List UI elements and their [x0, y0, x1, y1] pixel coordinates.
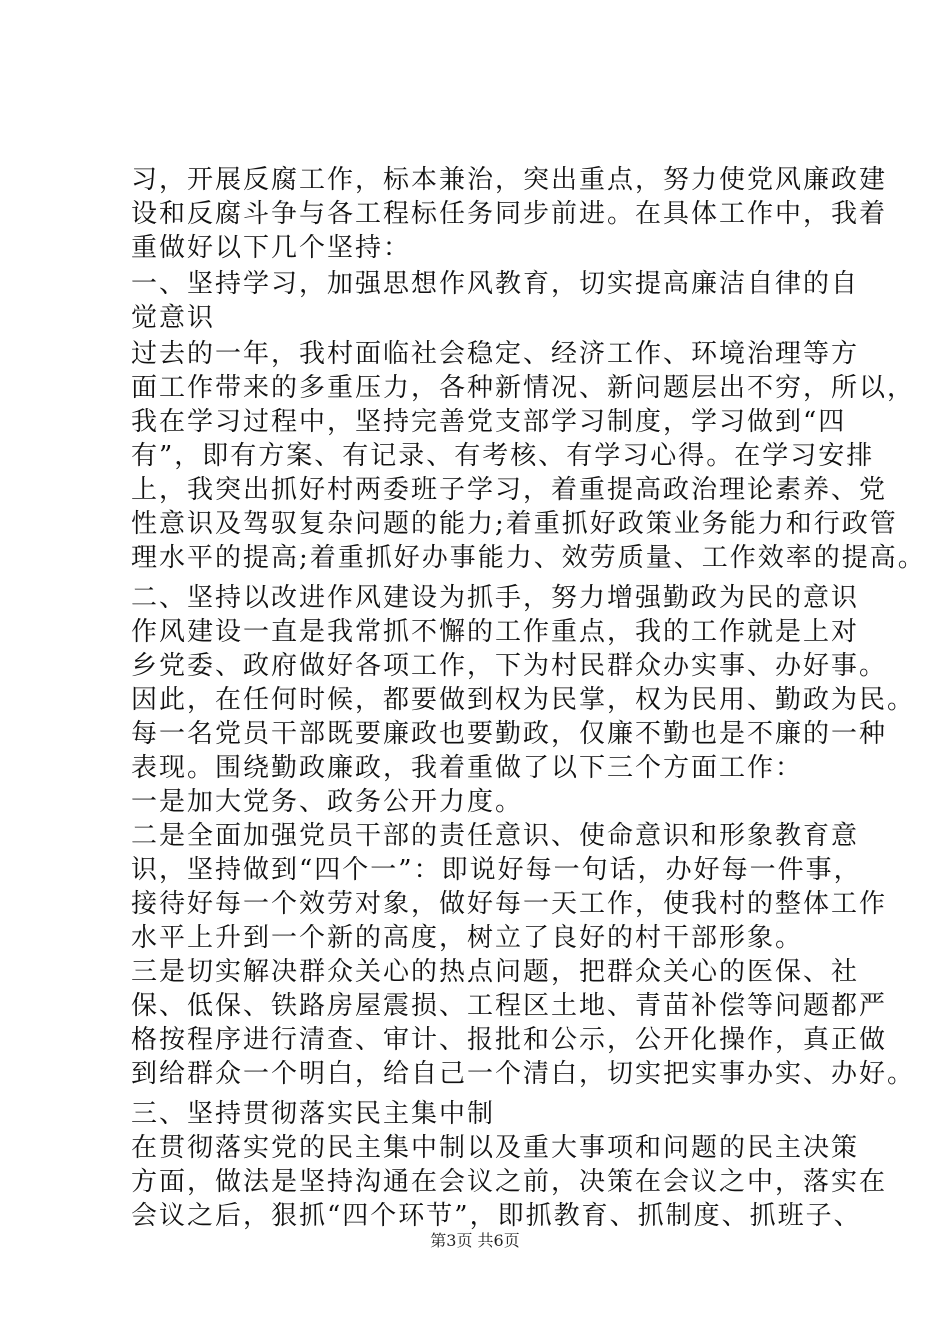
text-line: 三、坚持贯彻落实民主集中制: [131, 1099, 496, 1129]
text-line: 水平上升到一个新的高度，树立了良好的村干部形象。: [131, 923, 804, 953]
text-line: 方面，做法是坚持沟通在会议之前，决策在会议之中，落实在: [131, 1167, 888, 1197]
text-line: 上，我突出抓好村两委班子学习，着重提高政治理论素养、党: [131, 475, 888, 505]
text-line: 接待好每一个效劳对象，做好每一天工作，使我村的整体工作: [131, 889, 888, 919]
text-line: 二、坚持以改进作风建设为抓手，努力增强勤政为民的意识: [131, 583, 860, 613]
text-line: 性意识及驾驭复杂问题的能力;着重抓好政策业务能力和行政管: [131, 509, 898, 539]
text-line: 一是加大党务、政务公开力度。: [131, 787, 524, 817]
text-line: 格按程序进行清查、审计、报批和公示，公开化操作，真正做: [131, 1025, 888, 1055]
page-footer: 第3页 共6页: [430, 1231, 520, 1250]
text-line: 理水平的提高;着重抓好办事能力、效劳质量、工作效率的提高。: [131, 543, 926, 573]
text-line: 表现。围绕勤政廉政，我着重做了以下三个方面工作：: [131, 753, 804, 783]
text-line: 有”，即有方案、有记录、有考核、有学习心得。在学习安排: [131, 441, 875, 471]
text-line: 我在学习过程中，坚持完善党支部学习制度，学习做到“四: [131, 407, 847, 437]
text-line: 过去的一年，我村面临社会稳定、经济工作、环境治理等方: [131, 339, 860, 369]
text-line: 习，开展反腐工作，标本兼治，突出重点，努力使党风廉政建: [131, 165, 888, 195]
text-line: 识，坚持做到“四个一”：即说好每一句话，办好每一件事，: [131, 855, 862, 885]
text-line: 重做好以下几个坚持：: [131, 233, 412, 263]
text-line: 在贯彻落实党的民主集中制以及重大事项和问题的民主决策: [131, 1133, 860, 1163]
text-line: 二是全面加强党员干部的责任意识、使命意识和形象教育意: [131, 821, 860, 851]
text-line: 到给群众一个明白，给自己一个清白，切实把实事办实、办好。: [131, 1059, 916, 1089]
text-line: 保、低保、铁路房屋震损、工程区土地、青苗补偿等问题都严: [131, 991, 888, 1021]
text-line: 觉意识: [131, 303, 216, 333]
text-line: 作风建设一直是我常抓不懈的工作重点，我的工作就是上对: [131, 617, 860, 647]
text-line: 三是切实解决群众关心的热点问题，把群众关心的医保、社: [131, 957, 860, 987]
text-line: 会议之后，狠抓“四个环节”，即抓教育、抓制度、抓班子、: [131, 1201, 862, 1231]
text-line: 面工作带来的多重压力，各种新情况、新问题层出不穷，所以，: [131, 373, 916, 403]
text-line: 因此，在任何时候，都要做到权为民掌，权为民用、勤政为民。: [131, 685, 916, 715]
text-line: 一、坚持学习，加强思想作风教育，切实提高廉洁自律的自: [131, 269, 860, 299]
text-line: 设和反腐斗争与各工程标任务同步前进。在具体工作中，我着: [131, 199, 888, 229]
text-line: 每一名党员干部既要廉政也要勤政，仅廉不勤也是不廉的一种: [131, 719, 888, 749]
text-line: 乡党委、政府做好各项工作，下为村民群众办实事、办好事。: [131, 651, 888, 681]
